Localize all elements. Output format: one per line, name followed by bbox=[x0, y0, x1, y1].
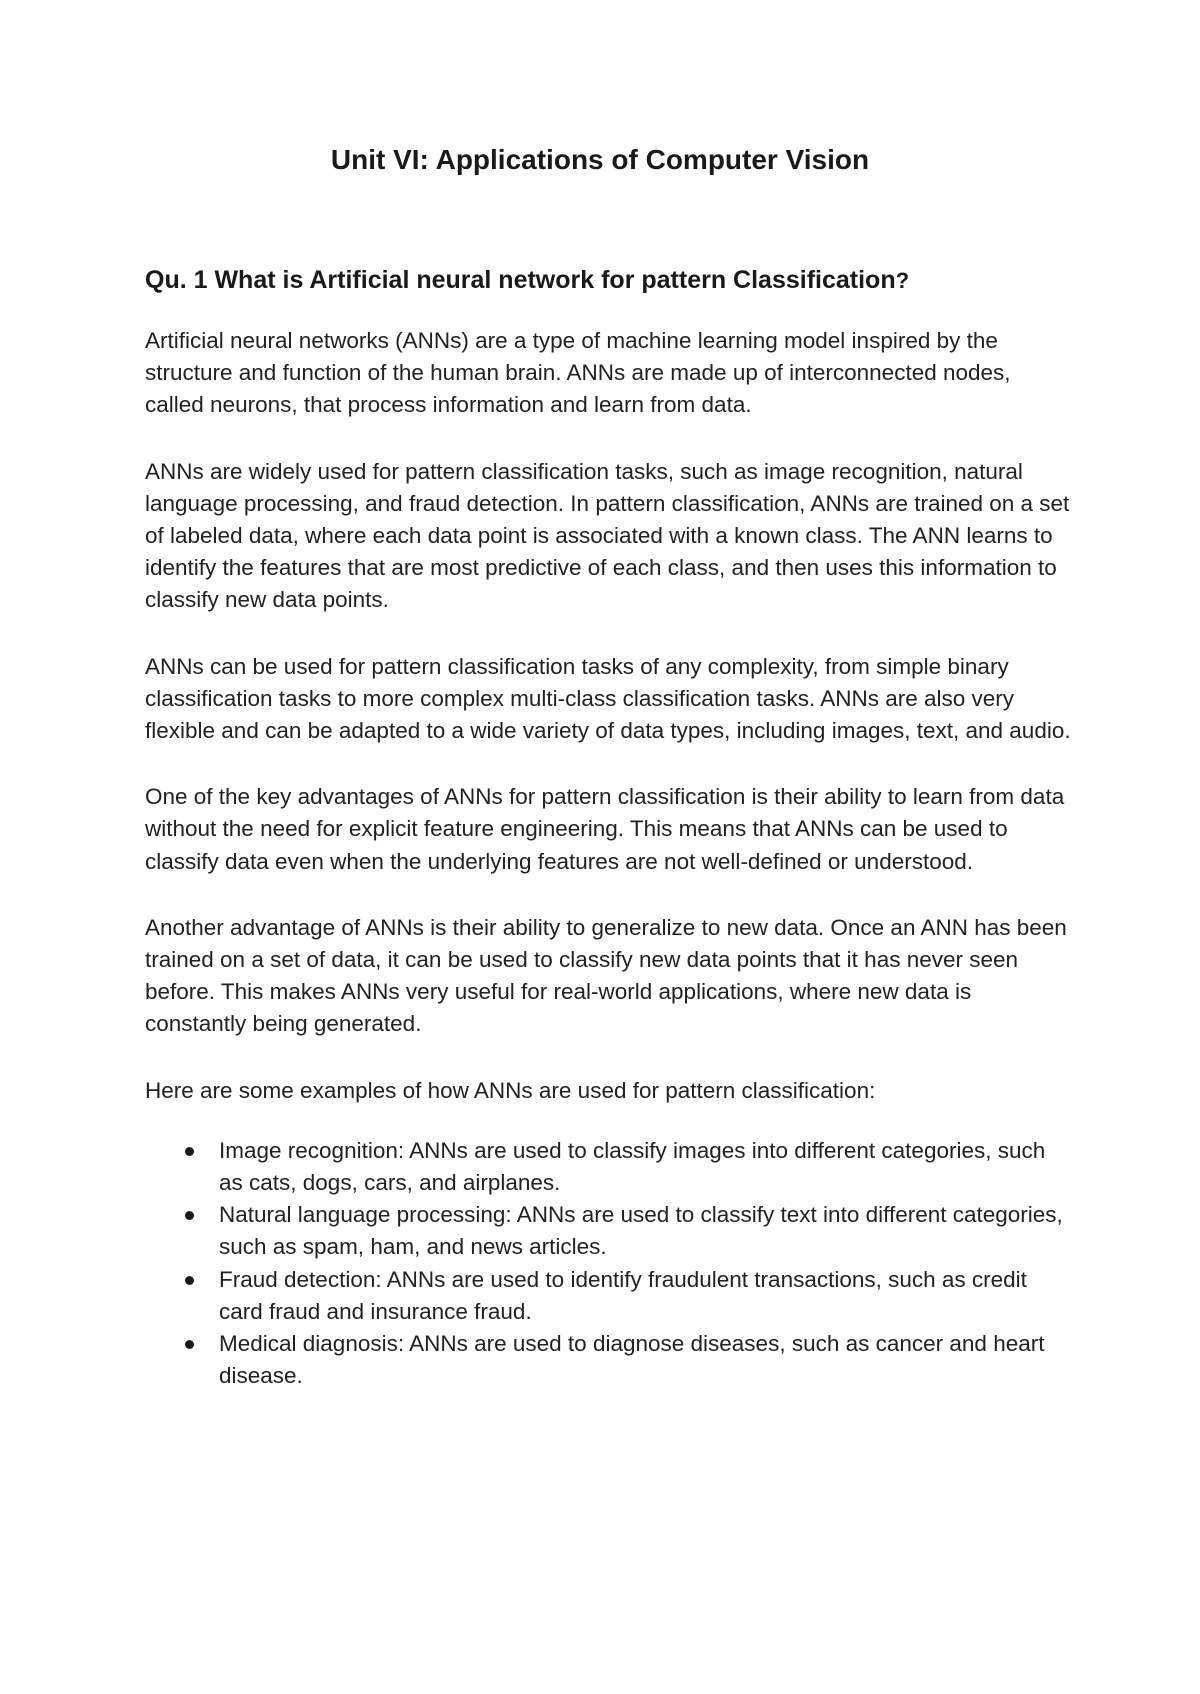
bullet-icon bbox=[185, 1211, 194, 1220]
list-item-text: Natural language processing: ANNs are used to classify text into different categories, such as spam, ham, and news articles. bbox=[219, 1202, 1063, 1260]
list-item-text: Image recognition: ANNs are used to classify images into different categories, such as cats, dogs, cars, and airplanes. bbox=[219, 1137, 1046, 1196]
question-text: Qu. 1 What is Artificial neural network for pattern Classification bbox=[145, 266, 896, 294]
document-body bbox=[145, 262, 1075, 1392]
examples-list bbox=[145, 1135, 1075, 1393]
paragraph-advantage-generalize: Another advantage of ANNs is their ability to generalize to new data. Once an ANN has been trained on a set of data, it can be used to classify new data points that it has never seen before. This makes ANNs very useful for real-world applications, where new data is constantly being generated. bbox=[145, 914, 1067, 1037]
bullet-icon bbox=[185, 1147, 194, 1156]
paragraph-complexity: ANNs can be used for pattern classification tasks of any complexity, from simple binary classification tasks to more complex multi-class classification tasks. ANNs are also very flexible and can be adapted to a wide variety of data types, including images, text, and audio. bbox=[145, 653, 1071, 744]
list-item bbox=[219, 1264, 1075, 1328]
paragraph-definition: Artificial neural networks (ANNs) are a type of machine learning model inspired by the structure and function of the human brain. ANNs are made up of interconnected nodes, called neurons, that process information and learn from data. bbox=[145, 328, 1011, 418]
bullet-icon bbox=[185, 1276, 194, 1285]
document-title: Unit VI: Applications of Computer Vision bbox=[330, 144, 870, 175]
paragraph-advantage-learning: One of the key advantages of ANNs for pattern classification is their ability to learn from data without the need for explicit feature engineering. This means that ANNs can be used to classify data even when the underlying features are not well-defined or understood. bbox=[145, 784, 1065, 874]
question-mark: ? bbox=[895, 268, 910, 293]
bullet-icon bbox=[185, 1340, 194, 1349]
examples-intro: Here are some examples of how ANNs are used for pattern classification: bbox=[145, 1077, 876, 1103]
list-item bbox=[219, 1135, 1075, 1199]
question-heading bbox=[145, 262, 1075, 299]
list-item bbox=[219, 1328, 1075, 1392]
list-item-text: Medical diagnosis: ANNs are used to diagnose diseases, such as cancer and heart disease. bbox=[219, 1331, 1045, 1389]
list-item bbox=[219, 1199, 1075, 1263]
list-item-text: Fraud detection: ANNs are used to identify fraudulent transactions, such as credit card fraud and insurance fraud. bbox=[219, 1266, 1027, 1324]
paragraph-uses: ANNs are widely used for pattern classification tasks, such as image recognition, natural language processing, and fraud detection. In pattern classification, ANNs are trained on a set of labeled data, where each data point is associated with a known class. The ANN learns to identify the features that are most predictive of each class, and then uses this information to classify new data points. bbox=[145, 458, 1070, 613]
